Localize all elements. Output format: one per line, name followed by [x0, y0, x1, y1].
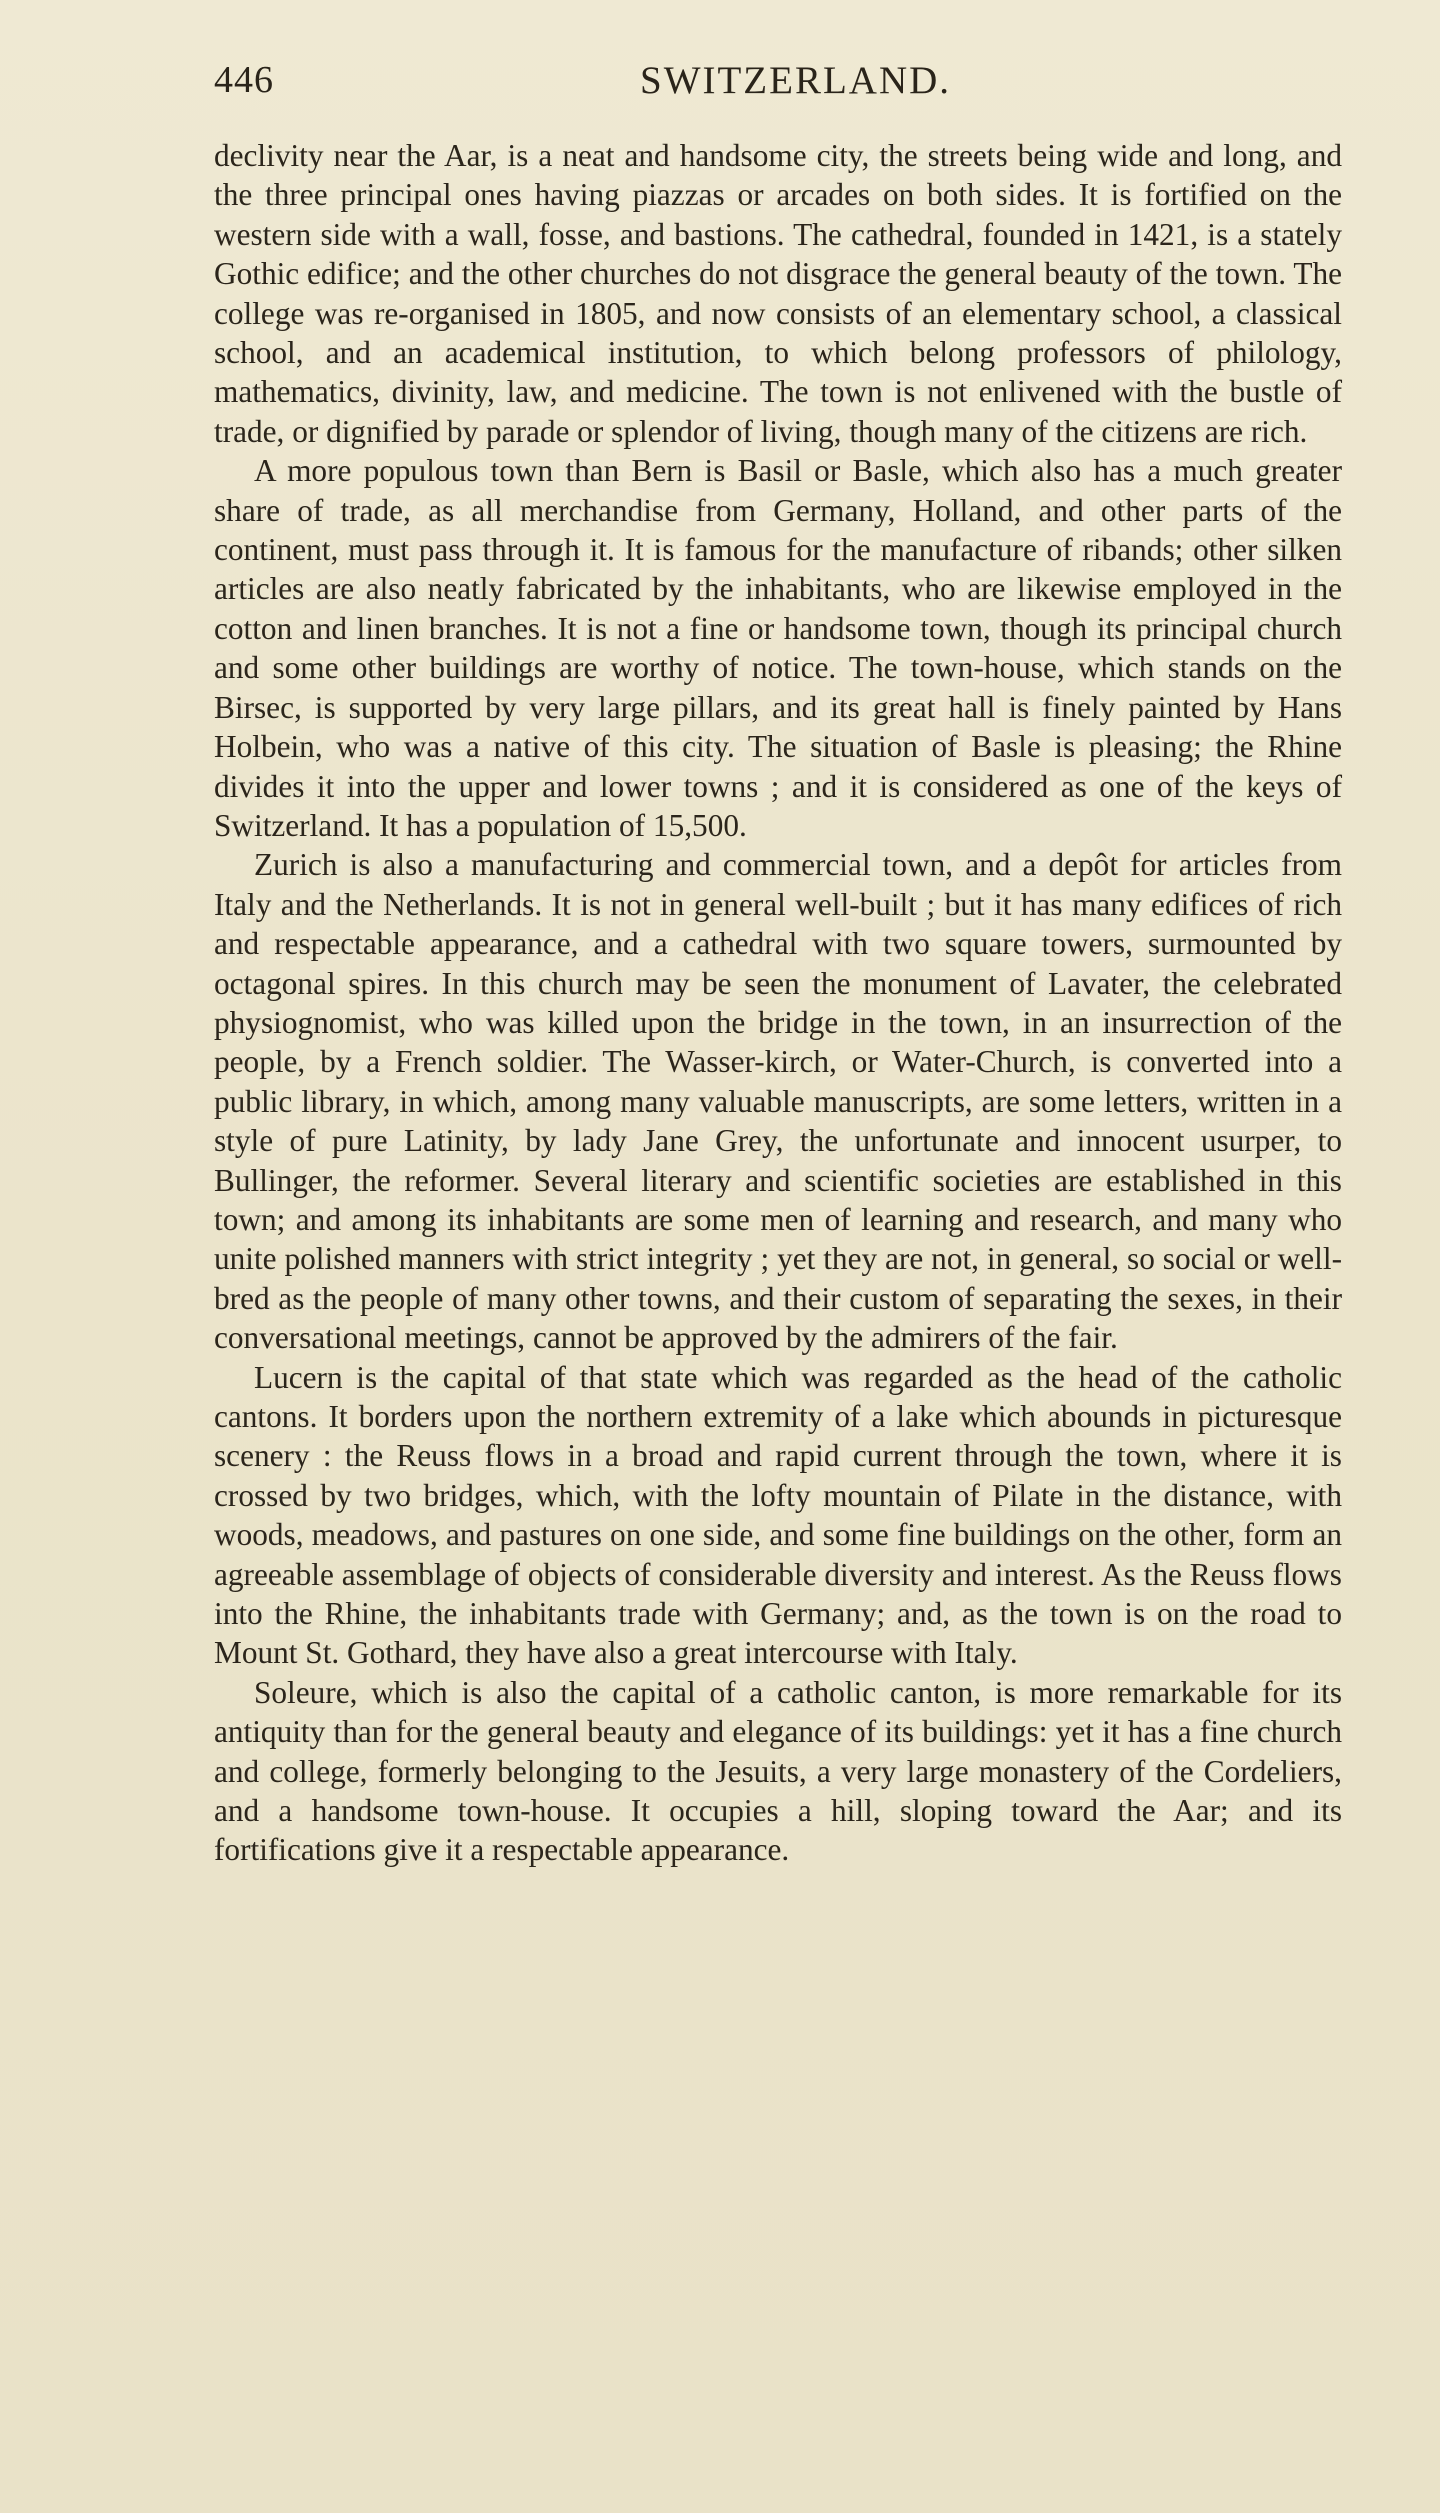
paragraph-bern-continued: declivity near the Aar, is a neat and handsome city, the streets being wide and long, and the three principal ones having piazzas or arcades on both sides. It is fortified on the western side with a wall, fosse, and bastions. The cathedral, founded in 1421, is a stately Gothic edifice; and the other churches do not disgrace the general beauty of the town. The college was re-organised in 1805, and now consists of an elementary school, a classical school, and an academical institution, to which belong professors of philology, mathematics, divinity, law, and medicine. The town is not enlivened with the bustle of trade, or dignified by parade or splendor of living, though many of the citizens are rich.: [214, 138, 1342, 449]
paragraph-lucern: Lucern is the capital of that state which was regarded as the head of the catholic cantons. It borders upon the northern extremity of a lake which abounds in picturesque scenery : the Reuss flows in a broad and rapid current through the town, where it is crossed by two bridges, which, with the lofty mountain of Pilate in the distance, with woods, meadows, and pastures on one side, and some fine buildings on the other, form an agreeable assemblage of objects of considerable diversity and interest. As the Reuss flows into the Rhine, the inhabitants trade with Germany; and, as the town is on the road to Mount St. Gothard, they have also a great intercourse with Italy.: [214, 1359, 1342, 1671]
page-header: [214, 58, 1342, 108]
page-number: 446: [214, 59, 274, 101]
paragraph-zurich: Zurich is also a manufacturing and commercial town, and a depôt for articles from Italy and the Netherlands. It is not in general well-built ; but it has many edifices of rich and respectable appearance, and a cathedral with two square towers, surmounted by octagonal spires. In this church may be seen the monument of Lavater, the celebrated physiognomist, who was killed upon the bridge in the town, in an insurrection of the people, by a French soldier. The Wasser-kirch, or Water-Church, is converted into a public library, in which, among many valuable manuscripts, are some letters, written in a style of pure Latinity, by lady Jane Grey, the unfortunate and innocent usurper, to Bullinger, the reformer. Several literary and scientific societies are established in this town; and among its inhabitants are some men of learning and research, and many who unite polished manners with strict integrity ; yet they are not, in general, so social or well-bred as the people of many other towns, and their custom of separating the sexes, in their conversational meetings, cannot be approved by the admirers of the fair.: [214, 847, 1342, 1356]
body-text: [214, 136, 1342, 1870]
paragraph-basle: A more populous town than Bern is Basil or Basle, which also has a much greater share of trade, as all merchandise from Germany, Holland, and other parts of the continent, must pass through it. It is famous for the manufacture of ribands; other silken articles are also neatly fabricated by the inhabitants, who are likewise employed in the cotton and linen branches. It is not a fine or handsome town, though its principal church and some other buildings are worthy of notice. The town-house, which stands on the Birsec, is supported by very large pillars, and its great hall is finely painted by Hans Holbein, who was a native of this city. The situation of Basle is pleasing; the Rhine divides it into the upper and lower towns ; and it is considered as one of the keys of Switzerland. It has a population of 15,500.: [214, 453, 1342, 843]
paragraph-soleure: Soleure, which is also the capital of a catholic canton, is more remarkable for its antiquity than for the general beauty and elegance of its buildings: yet it has a fine church and college, formerly belonging to the Jesuits, a very large monastery of the Cordeliers, and a handsome town-house. It occupies a hill, sloping toward the Aar; and its fortifications give it a respectable appearance.: [214, 1674, 1342, 1868]
running-head-title: SWITZERLAND.: [640, 59, 952, 102]
